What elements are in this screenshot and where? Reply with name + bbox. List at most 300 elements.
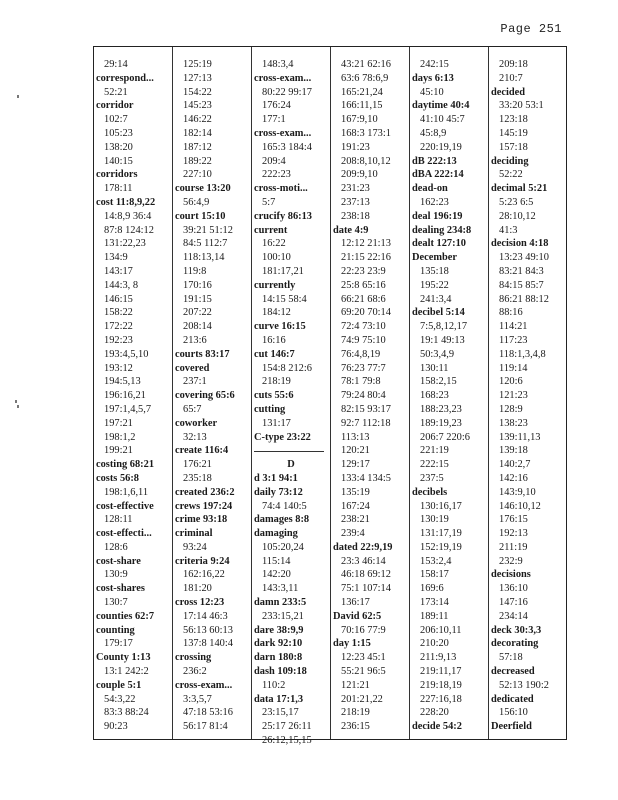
index-reference: 169:6	[420, 583, 444, 595]
index-reference: 87:8 124:12	[104, 224, 154, 236]
index-reference: 121:21	[341, 679, 370, 691]
index-reference: 52:22	[499, 169, 523, 181]
index-reference: 43:21 62:16	[341, 59, 391, 70]
index-reference: 130:19	[420, 514, 449, 526]
index-reference: 193:4,5,10	[104, 348, 149, 360]
index-reference: 76:23 77:7	[341, 362, 386, 374]
index-reference: 139:11,13	[499, 431, 541, 443]
index-term: criminal	[175, 528, 213, 540]
index-term: d 3:1 94:1	[254, 472, 298, 484]
index-reference: 66:21 68:6	[341, 293, 386, 305]
index-reference: 69:20 70:14	[341, 307, 391, 319]
index-term: decide 54:2	[412, 721, 462, 733]
index-reference: 213:6	[183, 334, 207, 346]
index-reference: 143:3,11	[262, 583, 299, 595]
index-reference: 75:1 107:14	[341, 583, 391, 595]
index-reference: 50:3,4,9	[420, 348, 455, 360]
index-reference: 128:6	[104, 541, 128, 553]
index-reference: 92:7 112:18	[341, 417, 391, 429]
index-reference: 22:23 23:9	[341, 265, 386, 277]
index-reference: 196:16,21	[104, 390, 146, 402]
index-reference: 146:22	[183, 114, 212, 126]
index-reference: 194:5,13	[104, 376, 141, 388]
index-reference: 115:14	[262, 555, 291, 567]
index-reference: 63:6 78:6,9	[341, 72, 389, 84]
index-term: David 62:5	[333, 610, 382, 622]
index-reference: 119:14	[499, 362, 528, 374]
index-term: days 6:13	[412, 72, 454, 84]
index-term: counties 62:7	[96, 610, 155, 622]
index-reference: 83:21 84:3	[499, 265, 544, 277]
index-reference: 198:1,2	[104, 431, 136, 443]
index-term: counting	[96, 624, 135, 636]
index-reference: 45:10	[420, 86, 444, 98]
index-reference: 117:23	[499, 334, 528, 346]
index-reference: 227:16,18	[420, 693, 462, 705]
index-reference: 187:12	[183, 141, 212, 153]
index-reference: 219:18,19	[420, 679, 462, 691]
index-reference: 130:11	[420, 362, 449, 374]
index-reference: 28:10,12	[499, 210, 536, 222]
index-reference: 234:14	[499, 610, 528, 622]
index-reference: 16:16	[262, 334, 286, 346]
index-term: daytime 40:4	[412, 100, 470, 112]
index-reference: 231:23	[341, 183, 370, 195]
index-reference: 137:8 140:4	[183, 638, 233, 650]
word-index-table	[93, 46, 567, 747]
index-term: crucify 86:13	[254, 210, 312, 222]
index-term: cost-effective	[96, 500, 154, 512]
index-reference: 189:19,23	[420, 417, 462, 429]
index-term: coworker	[175, 417, 218, 429]
index-reference: 237:13	[341, 196, 370, 208]
index-reference: 176:24	[262, 100, 291, 112]
index-term: decided	[491, 86, 526, 98]
index-reference: 136:10	[499, 583, 528, 595]
index-reference: 100:10	[262, 252, 291, 264]
index-reference: 189:11	[420, 610, 449, 622]
index-term: correspond...	[96, 72, 154, 84]
index-reference: 192:23	[104, 334, 133, 346]
index-reference: 83:3 88:24	[104, 707, 149, 719]
index-reference: 52:13 190:2	[499, 679, 549, 691]
index-reference: 146:10,12	[499, 500, 541, 512]
index-reference: 182:14	[183, 127, 212, 139]
index-reference: 236:15	[341, 721, 370, 733]
index-reference: 130:9	[104, 569, 128, 581]
index-reference: 218:19	[341, 707, 370, 719]
index-reference: 209:18	[499, 59, 528, 70]
index-reference: 178:11	[104, 183, 133, 195]
index-reference: 41:3	[499, 224, 518, 236]
index-reference: 222:15	[420, 459, 449, 471]
index-term: court 15:10	[175, 210, 226, 222]
index-reference: 16:22	[262, 238, 286, 250]
index-reference: 19:1 49:13	[420, 334, 465, 346]
index-reference: 25:17 26:11	[262, 721, 312, 733]
index-reference: 210:20	[420, 638, 449, 650]
index-term: December	[412, 252, 457, 264]
index-column-6	[489, 58, 568, 739]
index-reference: 197:21	[104, 417, 133, 429]
index-reference: 184:12	[262, 307, 291, 319]
index-term: decorating	[491, 638, 539, 650]
index-reference: 157:18	[499, 141, 528, 153]
index-reference: 3:3,5,7	[183, 693, 212, 705]
index-reference: 156:10	[499, 707, 528, 719]
index-reference: 33:20 53:1	[499, 100, 544, 112]
index-reference: 172:22	[104, 321, 133, 333]
index-reference: 146:15	[104, 293, 133, 305]
index-term: costing 68:21	[96, 459, 155, 471]
index-reference: 218:19	[262, 376, 291, 388]
index-term: cross-exam...	[254, 127, 312, 139]
index-reference: 193:12	[104, 362, 133, 374]
index-reference: 65:7	[183, 403, 202, 415]
index-column-2	[173, 58, 251, 739]
index-reference: 227:10	[183, 169, 212, 181]
index-term: dated 22:9,19	[333, 541, 393, 553]
index-term: dealt 127:10	[412, 238, 466, 250]
index-term: cuts 55:6	[254, 390, 294, 402]
index-reference: 222:23	[262, 169, 291, 181]
index-reference: 198:1,6,11	[104, 486, 149, 498]
index-term: corridor	[96, 100, 134, 112]
index-column-4	[331, 58, 409, 739]
index-reference: 219:11,17	[420, 666, 462, 678]
index-reference: 158:22	[104, 307, 133, 319]
index-term: crime 93:18	[175, 514, 228, 526]
index-reference: 82:15 93:17	[341, 403, 391, 415]
index-reference: 168:3 173:1	[341, 127, 391, 139]
index-reference: 209:4	[262, 155, 286, 167]
index-term: deciding	[491, 155, 529, 167]
index-reference: 70:16 77:9	[341, 624, 386, 636]
index-reference: 232:9	[499, 555, 523, 567]
index-reference: 148:3,4	[262, 59, 294, 70]
index-reference: 147:16	[499, 597, 528, 609]
index-term: decibels	[412, 486, 448, 498]
index-reference: 88:16	[499, 307, 523, 319]
index-term: decision 4:18	[491, 238, 549, 250]
margin-speck	[17, 405, 19, 408]
index-reference: 55:21 96:5	[341, 666, 386, 678]
index-reference: 5:23 6:5	[499, 196, 534, 208]
index-reference: 188:23,23	[420, 403, 462, 415]
index-reference: 143:17	[104, 265, 133, 277]
index-term: damages 8:8	[254, 514, 310, 526]
index-term: deal 196:19	[412, 210, 463, 222]
index-reference: 102:7	[104, 114, 128, 126]
index-reference: 131:22,23	[104, 238, 146, 250]
index-reference: 76:4,8,19	[341, 348, 381, 360]
index-term: dBA 222:14	[412, 169, 464, 181]
index-term: data 17:1,3	[254, 693, 304, 705]
index-term: cross-exam...	[175, 679, 233, 691]
index-term: create 116:4	[175, 445, 229, 457]
index-reference: 74:4 140:5	[262, 500, 307, 512]
index-term: course 13:20	[175, 183, 231, 195]
index-reference: 7:5,8,12,17	[420, 321, 468, 333]
index-reference: 118:13,14	[183, 252, 225, 264]
index-reference: 120:21	[341, 445, 370, 457]
index-term: dealing 234:8	[412, 224, 472, 236]
index-reference: 131:17,19	[420, 528, 462, 540]
index-reference: 140:15	[104, 155, 133, 167]
index-reference: 135:18	[420, 265, 449, 277]
index-reference: 113:13	[341, 431, 370, 443]
index-reference: 162:23	[420, 196, 449, 208]
index-reference: 47:18 53:16	[183, 707, 233, 719]
index-reference: 176:15	[499, 514, 528, 526]
index-term: cut 146:7	[254, 348, 295, 360]
index-reference: 158:17	[420, 569, 449, 581]
index-term: curve 16:15	[254, 321, 306, 333]
index-reference: 197:1,4,5,7	[104, 403, 152, 415]
index-reference: 170:16	[183, 279, 212, 291]
index-reference: 72:4 73:10	[341, 321, 386, 333]
index-term: darn 180:8	[254, 652, 303, 664]
index-term: cross-moti...	[254, 183, 308, 195]
index-reference: 207:22	[183, 307, 212, 319]
index-reference: 78:1 79:8	[341, 376, 381, 388]
index-reference: 195:22	[420, 279, 449, 291]
index-reference: 130:7	[104, 597, 128, 609]
index-reference: 145:23	[183, 100, 212, 112]
index-term: Deerfield	[491, 721, 532, 733]
index-term: date 4:9	[333, 224, 369, 236]
index-reference: 168:23	[420, 390, 449, 402]
index-reference: 140:2,7	[499, 459, 531, 471]
index-reference: 136:17	[341, 597, 370, 609]
index-reference: 25:8 65:16	[341, 279, 386, 291]
index-reference: 162:16,22	[183, 569, 225, 581]
index-reference: 86:21 88:12	[499, 293, 549, 305]
index-reference: 145:19	[499, 127, 528, 139]
index-reference: 105:23	[104, 127, 133, 139]
index-reference: 134:9	[104, 252, 128, 264]
index-reference: 165:3 184:4	[262, 141, 312, 153]
index-reference: 29:14	[104, 59, 128, 70]
index-reference: 131:17	[262, 417, 291, 429]
index-reference: 206:7 220:6	[420, 431, 470, 443]
index-term: currently	[254, 279, 296, 291]
index-reference: 177:1	[262, 114, 286, 126]
index-reference: 13:23 49:10	[499, 252, 549, 264]
index-reference: 74:9 75:10	[341, 334, 386, 346]
index-reference: 130:16,17	[420, 500, 462, 512]
index-reference: 201:21,22	[341, 693, 383, 705]
index-reference: 191:23	[341, 141, 370, 153]
index-reference: 12:23 45:1	[341, 652, 386, 664]
index-reference: 114:21	[499, 321, 528, 333]
index-term: dead-on	[412, 183, 448, 195]
index-term: damaging	[254, 528, 298, 540]
index-reference: 17:14 46:3	[183, 610, 228, 622]
index-reference: 118:1,3,4,8	[499, 348, 546, 360]
index-reference: 45:8,9	[420, 127, 447, 139]
index-reference: 138:23	[499, 417, 528, 429]
index-term: decibel 5:14	[412, 307, 465, 319]
index-term: covering 65:6	[175, 390, 235, 402]
index-reference: 206:10,11	[420, 624, 462, 636]
index-reference: 142:16	[499, 472, 528, 484]
index-reference: 221:19	[420, 445, 449, 457]
index-reference: 238:21	[341, 514, 370, 526]
index-term: dash 109:18	[254, 666, 307, 678]
index-reference: 56:17 81:4	[183, 721, 228, 733]
index-reference: 23:3 46:14	[341, 555, 386, 567]
index-reference: 142:20	[262, 569, 291, 581]
index-term: current	[254, 224, 288, 236]
index-term: cost-effecti...	[96, 528, 152, 540]
section-divider	[252, 444, 330, 458]
index-reference: 152:19,19	[420, 541, 462, 553]
index-term: couple 5:1	[96, 679, 142, 691]
index-term: decimal 5:21	[491, 183, 548, 195]
index-reference: 210:7	[499, 72, 523, 84]
index-reference: 237:5	[420, 472, 444, 484]
index-reference: 165:21,24	[341, 86, 383, 98]
index-reference: 133:4 134:5	[341, 472, 391, 484]
page-number: Page 251	[500, 22, 562, 36]
index-reference: 167:24	[341, 500, 370, 512]
index-reference: 181:20	[183, 583, 212, 595]
index-reference: 110:2	[262, 679, 286, 691]
index-term: costs 56:8	[96, 472, 139, 484]
index-reference: 39:21 51:12	[183, 224, 233, 236]
index-term: dB 222:13	[412, 155, 457, 167]
index-reference: 167:9,10	[341, 114, 378, 126]
index-term: dare 38:9,9	[254, 624, 304, 636]
index-reference: 123:18	[499, 114, 528, 126]
index-reference: 220:19,19	[420, 141, 462, 153]
index-reference: 54:3,22	[104, 693, 136, 705]
index-term: C-type 23:22	[254, 431, 311, 443]
index-reference: 241:3,4	[420, 293, 452, 305]
index-term: cost-share	[96, 555, 141, 567]
index-reference: 211:9,13	[420, 652, 457, 664]
index-reference: 179:17	[104, 638, 133, 650]
index-column-5	[410, 58, 488, 739]
index-reference: 5:7	[262, 196, 276, 208]
index-reference: 191:15	[183, 293, 212, 305]
index-reference: 56:13 60:13	[183, 624, 233, 636]
index-reference: 84:15 85:7	[499, 279, 544, 291]
margin-speck	[17, 95, 19, 98]
index-reference: 21:15 22:16	[341, 252, 391, 264]
index-reference: 242:15	[420, 59, 449, 70]
index-term: decreased	[491, 666, 535, 678]
index-reference: 14:8,9 36:4	[104, 210, 152, 222]
index-column-3	[252, 58, 330, 747]
index-term: courts 83:17	[175, 348, 230, 360]
index-reference: 154:22	[183, 86, 212, 98]
index-reference: 143:9,10	[499, 486, 536, 498]
index-reference: 57:18	[499, 652, 523, 664]
index-reference: 128:9	[499, 403, 523, 415]
index-reference: 236:2	[183, 666, 207, 678]
section-letter: D	[287, 459, 295, 471]
index-reference: 211:19	[499, 541, 528, 553]
index-reference: 239:4	[341, 528, 365, 540]
index-term: criteria 9:24	[175, 555, 230, 567]
index-reference: 181:17,21	[262, 265, 304, 277]
index-reference: 14:15 58:4	[262, 293, 307, 305]
index-term: dark 92:10	[254, 638, 303, 650]
index-reference: 154:8 212:6	[262, 362, 312, 374]
index-reference: 166:11,15	[341, 100, 383, 112]
index-reference: 189:22	[183, 155, 212, 167]
index-reference: 192:13	[499, 528, 528, 540]
index-term: County 1:13	[96, 652, 151, 664]
index-reference: 23:15,17	[262, 707, 299, 719]
margin-speck	[15, 400, 17, 403]
index-reference: 26:12,15,15	[262, 735, 312, 747]
index-reference: 90:23	[104, 721, 128, 733]
index-term: cost-shares	[96, 583, 145, 595]
index-term: covered	[175, 362, 210, 374]
index-reference: 105:20,24	[262, 541, 304, 553]
index-term: dedicated	[491, 693, 534, 705]
index-reference: 237:1	[183, 376, 207, 388]
index-term: cross 12:23	[175, 597, 225, 609]
index-term: crews 197:24	[175, 500, 233, 512]
index-reference: 32:13	[183, 431, 207, 443]
index-reference: 173:14	[420, 597, 449, 609]
index-reference: 209:9,10	[341, 169, 378, 181]
index-reference: 46:18 69:12	[341, 569, 391, 581]
index-reference: 84:5 112:7	[183, 238, 228, 250]
index-term: cost 11:8,9,22	[96, 196, 156, 208]
index-term: daily 73:12	[254, 486, 303, 498]
index-reference: 235:18	[183, 472, 212, 484]
index-reference: 138:20	[104, 141, 133, 153]
index-reference: 13:1 242:2	[104, 666, 149, 678]
index-reference: 144:3, 8	[104, 279, 139, 291]
index-reference: 208:8,10,12	[341, 155, 391, 167]
index-reference: 79:24 80:4	[341, 390, 386, 402]
index-reference: 56:4,9	[183, 196, 210, 208]
index-term: decisions	[491, 569, 531, 581]
index-reference: 228:20	[420, 707, 449, 719]
index-term: created 236:2	[175, 486, 235, 498]
index-reference: 125:19	[183, 59, 212, 70]
index-term: cutting	[254, 403, 286, 415]
index-reference: 238:18	[341, 210, 370, 222]
index-term: deck 30:3,3	[491, 624, 542, 636]
index-term: day 1:15	[333, 638, 371, 650]
index-reference: 80:22 99:17	[262, 86, 312, 98]
index-reference: 233:15,21	[262, 610, 304, 622]
index-reference: 52:21	[104, 86, 128, 98]
index-reference: 176:21	[183, 459, 212, 471]
index-reference: 128:11	[104, 514, 133, 526]
index-reference: 153:2,4	[420, 555, 452, 567]
index-reference: 199:21	[104, 445, 133, 457]
index-reference: 208:14	[183, 321, 212, 333]
index-term: cross-exam...	[254, 72, 312, 84]
index-reference: 41:10 45:7	[420, 114, 465, 126]
index-term: crossing	[175, 652, 212, 664]
index-reference: 121:23	[499, 390, 528, 402]
index-reference: 93:24	[183, 541, 207, 553]
index-reference: 127:13	[183, 72, 212, 84]
index-term: damn 233:5	[254, 597, 307, 609]
index-reference: 135:19	[341, 486, 370, 498]
index-reference: 129:17	[341, 459, 370, 471]
index-reference: 139:18	[499, 445, 528, 457]
